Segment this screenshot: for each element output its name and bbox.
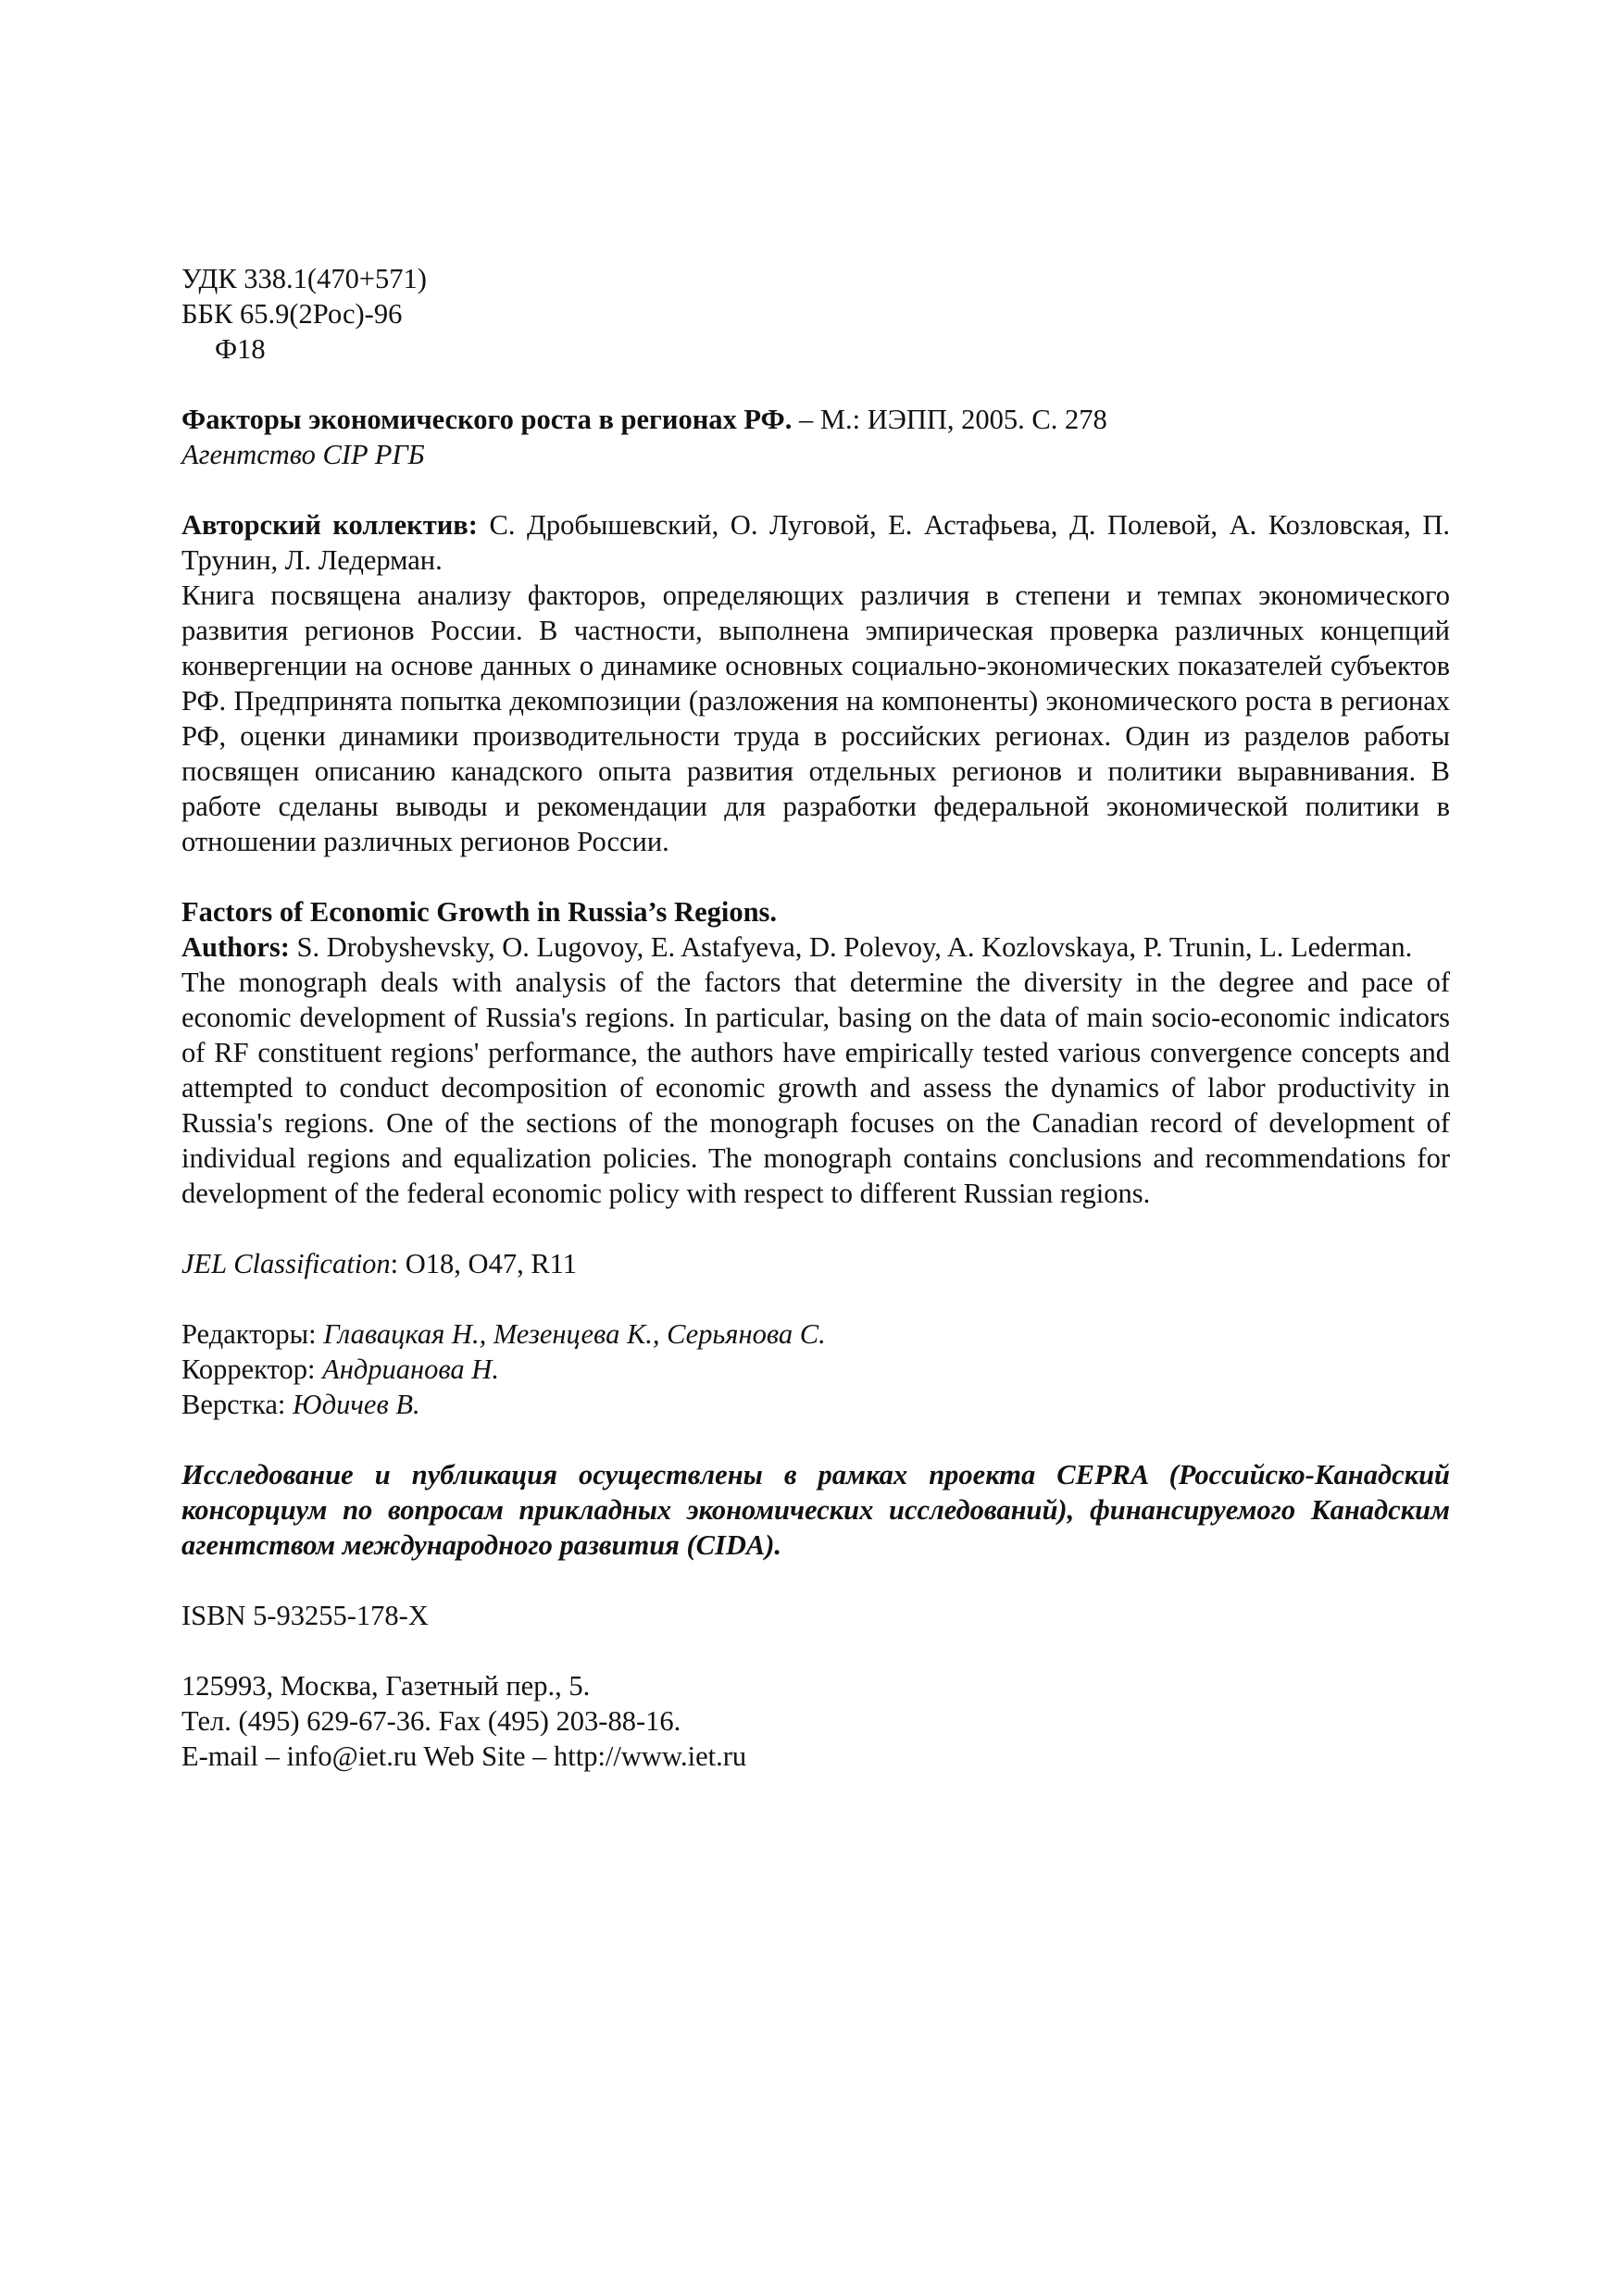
english-annotation: The monograph deals with analysis of the factors that determine the diversity in the degree and pace of economic development of Russia's regions. In particular, basing on the data of main socio-economic indicators of RF constituent regions' performance, the authors have empirically tested various convergence concepts and attempted to conduct decomposition of economic growth and assess the dynamics of labor productivity in Russia's regions. One of the sections of the monograph focuses on the Canadian record of development of individual regions and equalization policies. The monograph contains conclusions and recommendations for development of the federal economic policy with respect to different Russian regions. — [181, 967, 1450, 1209]
layout-name: Юдичев В. — [293, 1389, 420, 1420]
russian-authors — [181, 507, 1450, 578]
classification-block — [181, 261, 1450, 367]
editors-line — [181, 1316, 1450, 1352]
bibliographic-line — [181, 402, 1450, 437]
phone-fax: Тел. (495) 629-67-36. Fax (495) 203-88-16. — [181, 1705, 681, 1737]
russian-annotation: Книга посвящена анализу факторов, определяющих различия в степени и темпах экономического развития регионов России. В частности, выполнена эмпирическая проверка различных концепций конвергенции на основе данных о динамике основных социально-экономических показателей субъектов РФ. Предпринята попытка декомпозиции (разложения на компоненты) экономического роста в регионах РФ, оценки динамики производительности труда в российских регионах. Один из разделов работы посвящен описанию канадского опыта развития отдельных регионов и политики выравнивания. В работе сделаны выводы и рекомендации для разработки федеральной экономической политики в отношении различных регионов России. — [181, 580, 1450, 857]
contacts-block — [181, 1668, 1450, 1774]
english-authors — [181, 929, 1450, 965]
funding-note: Исследование и публикация осуществлены в рамках проекта CEPRA (Российско-Канадский консорциум по вопросам прикладных экономических исследований), финансируемого Канадским агентством международного развития (CIDA). — [181, 1459, 1450, 1561]
russian-authors-list: С. Дробышевский, О. Луговой, Е. Астафьева, Д. Полевой, А. Козловская, П. Трунин, Л. Ледерман. — [181, 509, 1450, 576]
document-page — [181, 261, 1450, 1774]
editors-names: Главацкая Н., Мезенцева К., Серьянова С. — [323, 1318, 826, 1350]
russian-authors-label: Авторский коллектив: — [181, 509, 478, 541]
imprint: – М.: ИЭПП, 2005. С. 278 — [792, 404, 1107, 435]
english-abstract — [181, 894, 1450, 1211]
english-authors-list: S. Drobyshevsky, O. Lugovoy, E. Astafyeva, D. Polevoy, A. Kozlovskaya, P. Trunin, L. Lederman. — [289, 931, 1413, 963]
jel-label: JEL Classification — [181, 1248, 391, 1279]
proofreader-label: Корректор: — [181, 1353, 323, 1385]
proofreader-name: Андрианова Н. — [322, 1353, 499, 1385]
title-block — [181, 402, 1450, 472]
jel-classification — [181, 1246, 1450, 1281]
author-mark: Ф18 — [215, 333, 266, 365]
editors-label: Редакторы: — [181, 1318, 324, 1350]
bbk-code: ББК 65.9(2Рос)-96 — [181, 298, 403, 330]
book-title: Факторы экономического роста в регионах РФ. — [181, 404, 793, 435]
address: 125993, Москва, Газетный пер., 5. — [181, 1670, 591, 1702]
proofreader-line — [181, 1352, 1450, 1387]
jel-codes: : O18, O47, R11 — [390, 1248, 578, 1279]
english-authors-label: Authors: — [181, 931, 290, 963]
layout-label: Верстка: — [181, 1389, 293, 1420]
layout-line — [181, 1387, 1450, 1422]
russian-abstract — [181, 507, 1450, 859]
email-website: E-mail – info@iet.ru Web Site – http://www.iet.ru — [181, 1740, 747, 1772]
isbn: ISBN 5-93255-178-X — [181, 1600, 429, 1631]
cip-agency: Агентство CIP РГБ — [181, 439, 425, 470]
udk-code: УДК 338.1(470+571) — [181, 263, 427, 294]
credits-block — [181, 1316, 1450, 1422]
english-title: Factors of Economic Growth in Russia’s Regions. — [181, 896, 778, 928]
